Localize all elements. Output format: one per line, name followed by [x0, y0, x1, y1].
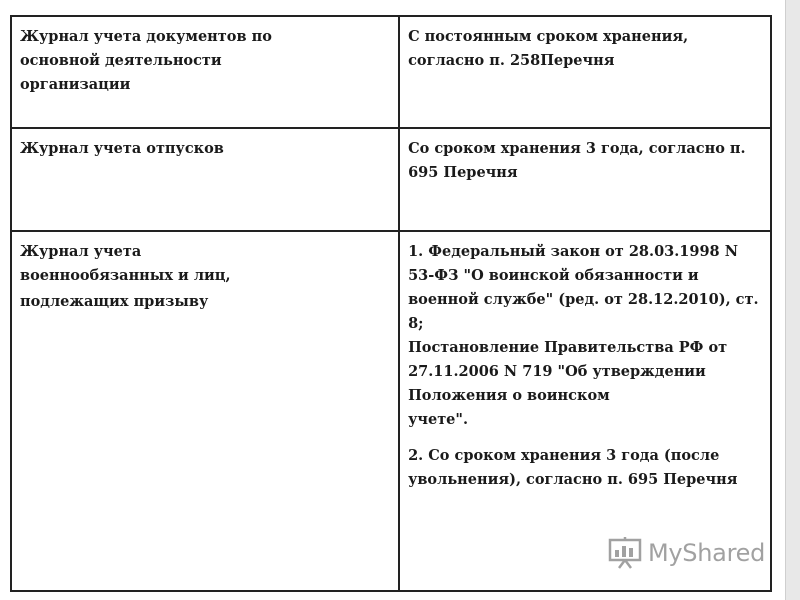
- table-cell-journal: [11, 16, 399, 128]
- table-cell-journal: [11, 128, 399, 231]
- cell-text-line: Журнал учета: [20, 243, 142, 260]
- cell-text-line: 8;: [408, 315, 424, 332]
- cell-text-line: 2. Со сроком хранения 3 года (после: [408, 447, 720, 464]
- table-cell-retention: [399, 16, 771, 128]
- watermark: [608, 536, 765, 570]
- presentation-board-icon: [608, 536, 642, 570]
- cell-text-line: 1. Федеральный закон от 28.03.1998 N: [408, 243, 738, 260]
- cell-text-line: С постоянным сроком хранения,: [408, 28, 689, 45]
- cell-text-line: Постановление Правительства РФ от: [408, 339, 728, 356]
- table-row: [11, 16, 771, 128]
- cell-text-line: подлежащих призыву: [20, 293, 209, 310]
- cell-text-line: Положения о воинском: [408, 387, 610, 404]
- cell-text-line: согласно п. 258Перечня: [408, 52, 615, 69]
- cell-text-line: организации: [20, 76, 131, 93]
- watermark-text: MyShared: [648, 539, 766, 567]
- cell-text-line: Со сроком хранения 3 года, согласно п.: [408, 140, 746, 157]
- cell-text-line: Журнал учета отпусков: [20, 140, 224, 157]
- paragraph-gap: [408, 432, 762, 444]
- cell-text-line: военной службе" (ред. от 28.12.2010), ст.: [408, 291, 759, 308]
- retention-table: [10, 15, 772, 592]
- cell-text-line: 695 Перечня: [408, 164, 518, 181]
- cell-text-line: основной деятельности: [20, 52, 222, 69]
- cell-text-line: 27.11.2006 N 719 "Об утверждении: [408, 363, 706, 380]
- right-edge-bar: [785, 0, 800, 600]
- table-cell-retention: [399, 128, 771, 231]
- table-row: [11, 128, 771, 231]
- cell-text-line: Журнал учета документов по: [20, 28, 272, 45]
- cell-text-line: 53-ФЗ "О воинской обязанности и: [408, 267, 699, 284]
- cell-text-line: увольнения), согласно п. 695 Перечня: [408, 471, 738, 488]
- table-cell-journal: [11, 231, 399, 591]
- cell-text-line: военнообязанных и лиц,: [20, 267, 231, 284]
- cell-text-line: учете".: [408, 411, 469, 428]
